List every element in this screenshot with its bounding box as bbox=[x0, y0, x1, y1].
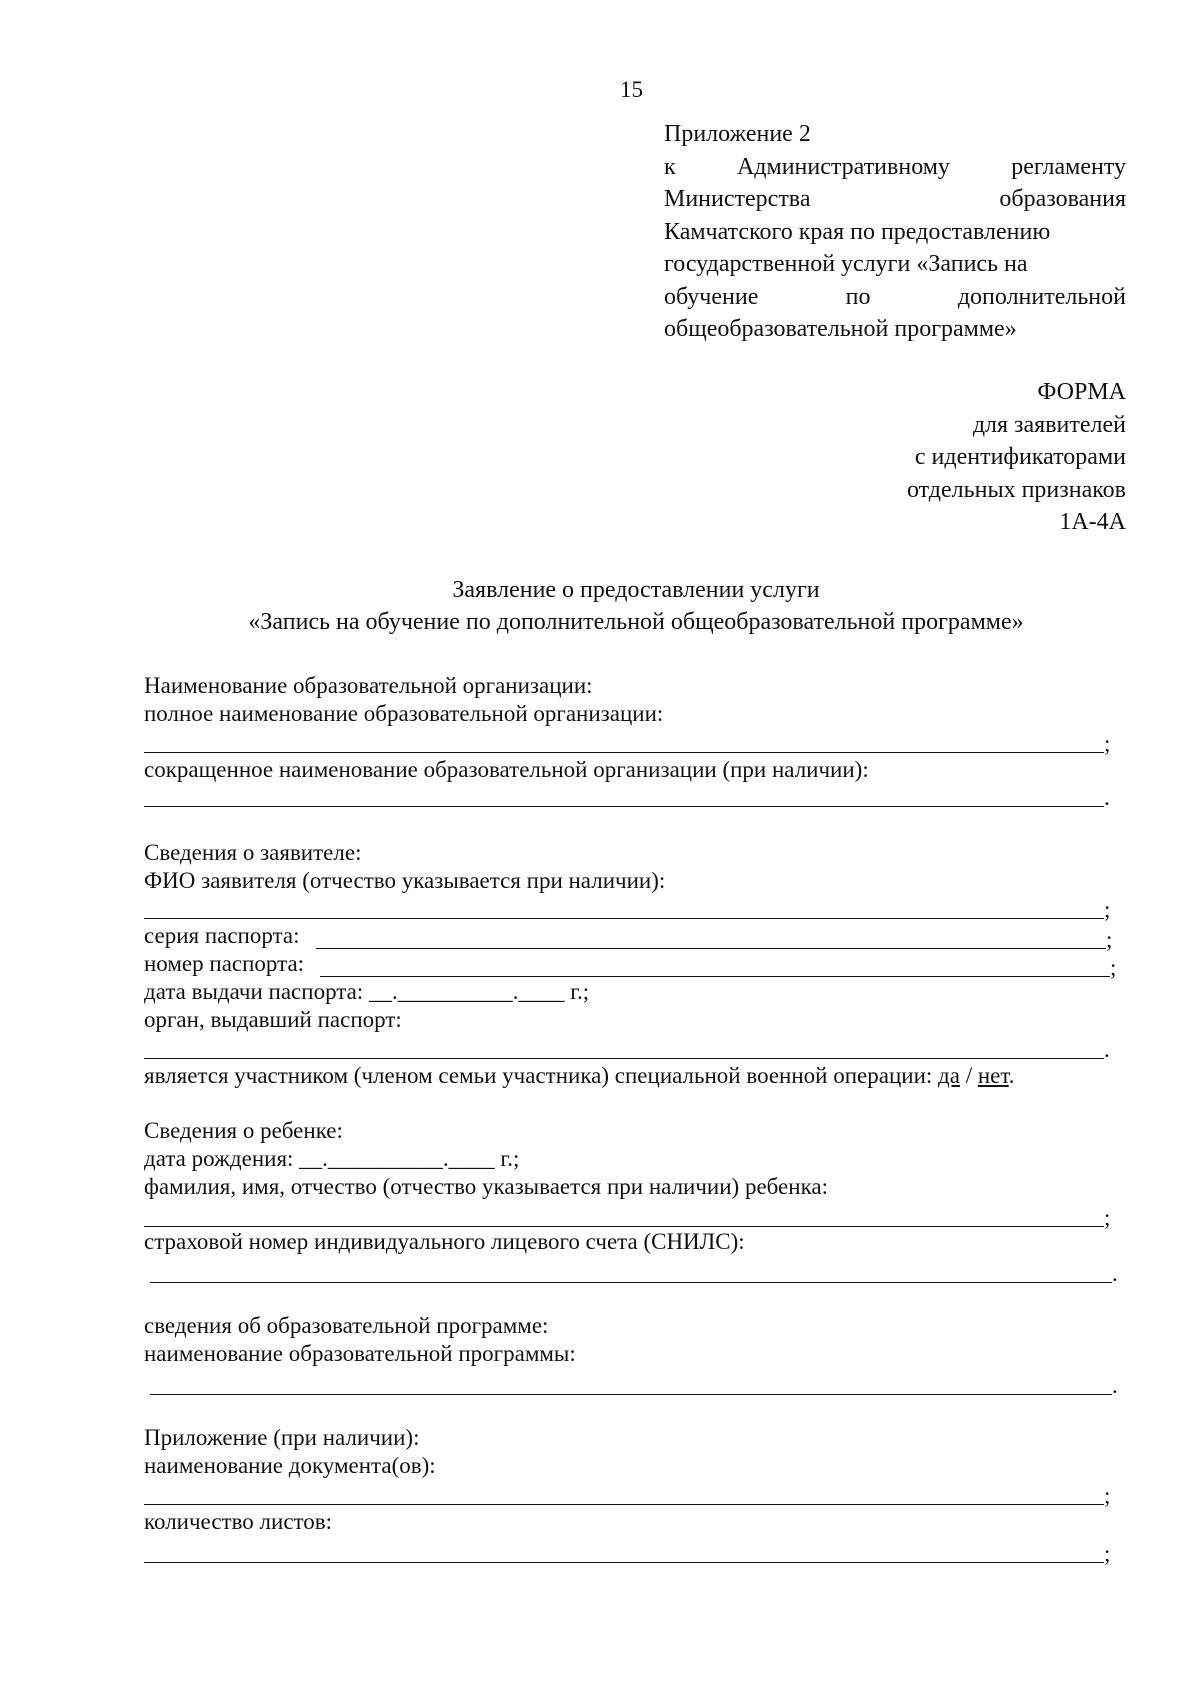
period: . bbox=[1104, 1037, 1110, 1062]
attachment-docs-field[interactable] bbox=[144, 1504, 1104, 1505]
document-subtitle: «Запись на обучение по дополнительной общеобразовательной программе» bbox=[248, 609, 1024, 635]
program-name-label: наименование образовательной программы: bbox=[144, 1341, 576, 1366]
passport-issuer-field[interactable] bbox=[144, 1058, 1104, 1059]
passport-issuer-label: орган, выдавший паспорт: bbox=[144, 1007, 402, 1032]
passport-number-field[interactable] bbox=[320, 976, 1110, 977]
child-fio-field[interactable] bbox=[144, 1226, 1104, 1227]
annex-line: к Административному регламенту bbox=[664, 153, 1126, 180]
semicolon: ; bbox=[1104, 1483, 1111, 1508]
org-heading: Наименование образовательной организации: bbox=[144, 673, 593, 698]
program-name-field[interactable] bbox=[150, 1394, 1112, 1395]
form-line: для заявителей bbox=[972, 411, 1126, 438]
page-number: 15 bbox=[620, 77, 643, 102]
program-heading: сведения об образовательной программе: bbox=[144, 1313, 549, 1338]
semicolon: ; bbox=[1104, 897, 1111, 922]
passport-issue-date[interactable]: дата выдачи паспорта: __.__________.____ г.; bbox=[144, 979, 590, 1004]
form-block bbox=[907, 376, 1126, 539]
attachment-sheets-label: количество листов: bbox=[144, 1509, 333, 1534]
svo-label: является участником (членом семьи участника) специальной военной операции: bbox=[144, 1063, 933, 1088]
annex-block bbox=[664, 118, 1126, 346]
passport-series-field[interactable] bbox=[316, 948, 1106, 949]
attachment-sheets-field[interactable] bbox=[144, 1562, 1104, 1563]
annex-line: Камчатского края по предоставлению bbox=[664, 218, 1051, 245]
child-snils-field[interactable] bbox=[150, 1282, 1112, 1283]
form-line: отдельных признаков bbox=[906, 476, 1126, 503]
applicant-fio-field[interactable] bbox=[144, 918, 1104, 919]
form-line: 1А-4А bbox=[1059, 509, 1126, 535]
document-title: Заявление о предоставлении услуги bbox=[452, 577, 820, 603]
semicolon: ; bbox=[1104, 1205, 1111, 1230]
passport-number-label: номер паспорта: bbox=[144, 951, 305, 976]
annex-line: Приложение 2 bbox=[664, 121, 811, 147]
svo-no-option[interactable]: нет bbox=[977, 1063, 1009, 1088]
annex-line: Министерства образования bbox=[664, 186, 1126, 212]
org-short-label: сокращенное наименование образовательной организации (при наличии): bbox=[144, 757, 869, 782]
child-birth-date[interactable]: дата рождения: __.__________.____ г.; bbox=[144, 1146, 520, 1171]
child-snils-label: страховой номер индивидуального лицевого счета (СНИЛС): bbox=[144, 1229, 745, 1254]
attachment-heading: Приложение (при наличии): bbox=[144, 1425, 420, 1450]
semicolon: ; bbox=[1106, 927, 1113, 952]
applicant-fio-label: ФИО заявителя (отчество указывается при наличии): bbox=[144, 868, 666, 893]
period: . bbox=[1008, 1063, 1015, 1088]
form-line: с идентификаторами bbox=[914, 444, 1126, 470]
org-short-field[interactable] bbox=[144, 806, 1104, 807]
semicolon: ; bbox=[1104, 731, 1111, 756]
form-line: ФОРМА bbox=[1037, 379, 1126, 405]
annex-line: обучение по дополнительной bbox=[664, 283, 1126, 310]
attachment-docs-label: наименование документа(ов): bbox=[144, 1453, 436, 1478]
semicolon: ; bbox=[1110, 955, 1117, 980]
child-fio-label: фамилия, имя, отчество (отчество указывается при наличии) ребенка: bbox=[144, 1174, 828, 1199]
applicant-heading: Сведения о заявителе: bbox=[144, 840, 362, 865]
child-heading: Сведения о ребенке: bbox=[144, 1118, 343, 1143]
org-full-label: полное наименование образовательной организации: bbox=[144, 701, 664, 726]
period: . bbox=[1104, 785, 1110, 810]
org-full-field[interactable] bbox=[144, 752, 1104, 753]
period: . bbox=[1112, 1261, 1118, 1286]
svo-yes-option[interactable]: да bbox=[938, 1063, 960, 1088]
svo-separator: / bbox=[965, 1063, 973, 1088]
passport-series-label: серия паспорта: bbox=[144, 923, 300, 948]
period: . bbox=[1112, 1373, 1118, 1398]
svo-question bbox=[144, 1062, 1014, 1090]
semicolon: ; bbox=[1104, 1541, 1111, 1566]
annex-line: общеобразовательной программе» bbox=[664, 316, 1017, 342]
annex-line: государственной услуги «Запись на bbox=[664, 251, 1028, 277]
